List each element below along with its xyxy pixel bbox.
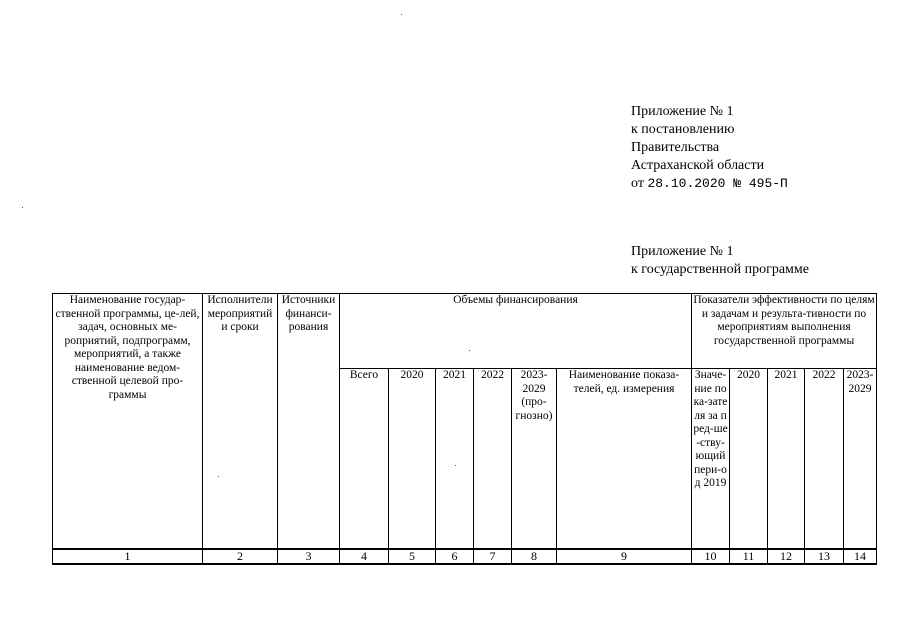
ind-2023-2029-header: 2023-2029 (844, 369, 877, 549)
column-number: 8 (512, 549, 557, 564)
column-number: 6 (436, 549, 474, 564)
appendix-government-line: Правительства (631, 140, 720, 155)
program-table (52, 293, 877, 565)
fin-2023-2029-header: 2023-2029 (про-гнозно) (512, 369, 557, 549)
ind-prev-period-header: Значе-ние пока-зателя за пред-ше-ству-ющий пери-од 2019 (692, 369, 730, 549)
fin-2022-header: 2022 (474, 369, 512, 549)
col-executors-header: Исполнители мероприятий и сроки (203, 294, 278, 549)
date-value: 28.10.2020 № 495-П (647, 176, 788, 191)
ind-2020-header: 2020 (730, 369, 768, 549)
scan-speck (455, 465, 456, 466)
financing-header: Объемы финансирования (340, 294, 692, 369)
column-number: 9 (557, 549, 692, 564)
appendix-to-decree-line: к постановлению (631, 122, 735, 137)
column-number: 1 (53, 549, 203, 564)
column-number-row (53, 549, 877, 564)
column-number: 13 (805, 549, 844, 564)
program-appendix-subtitle: к государственной программе (631, 262, 809, 277)
col-program-name-header: Наименование государ-ственной программы, це-лей, задач, основных ме-роприятий, подпрограмм, мероприятий, а также наименование ведом-ственной целевой про-граммы (53, 294, 203, 549)
appendix-date-line (631, 175, 788, 193)
appendix-title: Приложение № 1 (631, 104, 734, 119)
column-number: 10 (692, 549, 730, 564)
program-appendix-title: Приложение № 1 (631, 244, 734, 259)
scan-speck (469, 350, 470, 351)
column-number: 11 (730, 549, 768, 564)
column-number: 4 (340, 549, 389, 564)
ind-2021-header: 2021 (768, 369, 805, 549)
column-number: 12 (768, 549, 805, 564)
ind-2022-header: 2022 (805, 369, 844, 549)
column-number: 14 (844, 549, 877, 564)
column-number: 2 (203, 549, 278, 564)
column-number: 7 (474, 549, 512, 564)
col-sources-header: Источники финанси-рования (278, 294, 340, 549)
fin-total-header: Всего (340, 369, 389, 549)
ind-name-header: Наименование показа-телей, ед. измерения (557, 369, 692, 549)
scan-speck (22, 207, 23, 208)
appendix-region-line: Астраханской области (631, 158, 765, 173)
scan-speck (218, 476, 219, 477)
scan-speck (401, 14, 402, 15)
indicators-header: Показатели эффективности по целям и задачам и результа-тивности по мероприятиям выполнения государственной программы (692, 294, 877, 369)
fin-2021-header: 2021 (436, 369, 474, 549)
column-number: 5 (389, 549, 436, 564)
appendix-to-program (631, 243, 809, 279)
fin-2020-header: 2020 (389, 369, 436, 549)
appendix-to-decree (631, 103, 788, 193)
column-number: 3 (278, 549, 340, 564)
date-prefix: от (631, 176, 644, 191)
